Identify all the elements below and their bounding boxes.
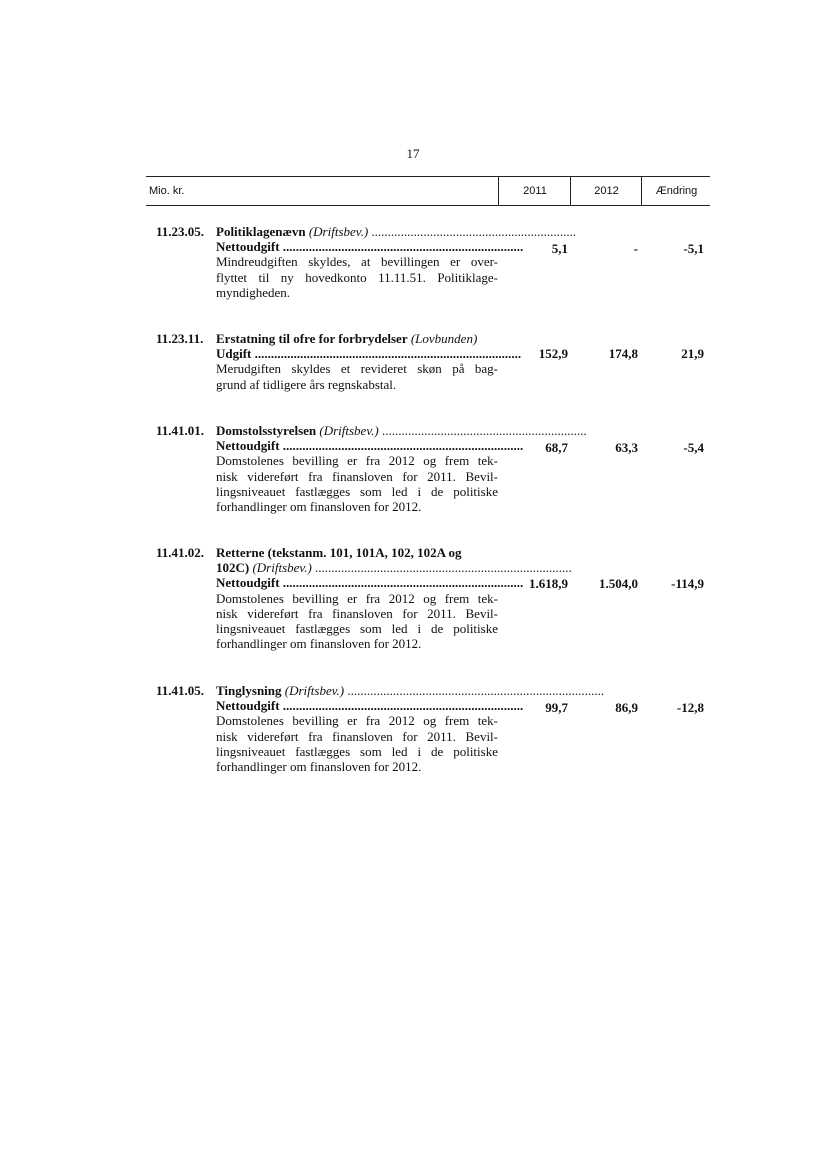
description-line: Domstolenes bevilling er fra 2012 og frem tek- [216, 590, 498, 606]
value-label-line: Nettoudgift .......................................................................... [216, 239, 524, 255]
column-header-2011: 2011 [498, 177, 571, 205]
account-title: Domstolsstyrelsen (Driftsbev.) ............................................................... [216, 423, 587, 438]
description-line: lingsniveauet fastlægges som led i de politiske [216, 620, 498, 636]
entry-description [216, 713, 498, 774]
value-2012: 174,8 [608, 346, 638, 362]
description-line: Merudgiften skyldes et revideret skøn på bag- [216, 361, 498, 377]
description-line: nisk videreført fra finansloven for 2011. Bevil- [216, 468, 498, 484]
account-code: 11.41.05. [156, 683, 205, 698]
description-line: nisk videreført fra finansloven for 2011. Bevil- [216, 605, 498, 621]
account-title-italic: (Driftsbev.) [252, 560, 312, 576]
account-title-bold: Erstatning til ofre for forbrydelser [216, 331, 408, 346]
account-title-continued: 102C) (Driftsbev.) ............................................................................... [216, 560, 572, 576]
value-label-line: Nettoudgift .......................................................................... [216, 438, 524, 454]
account-code: 11.41.02. [156, 545, 205, 560]
description-line: lingsniveauet fastlægges som led i de politiske [216, 743, 498, 759]
account-title [216, 545, 498, 560]
account-code: 11.23.05. [156, 224, 205, 239]
account-code: 11.23.11. [156, 331, 204, 346]
account-title-italic: (Driftsbev.) [308, 224, 369, 239]
account-code: 11.41.01. [156, 423, 205, 438]
value-2012: - [633, 241, 638, 256]
value-label: Nettoudgift [216, 438, 280, 454]
entry-description [216, 453, 498, 514]
description-line: grund af tidligere års regnskabstal. [216, 376, 397, 392]
page-number: 17 [406, 146, 420, 161]
description-line: Mindreudgiften skyldes, at bevillingen er over- [216, 254, 498, 270]
description-line: forhandlinger om finansloven for 2012. [216, 636, 422, 652]
value-2011: 152,9 [538, 346, 568, 362]
account-title-bold: Politiklagenævn [216, 224, 306, 239]
value-2011: 99,7 [545, 700, 568, 715]
account-title: Politiklagenævn (Driftsbev.) ............................................................... [216, 224, 577, 239]
table-header [146, 176, 710, 206]
account-title: Tinglysning (Driftsbev.) ............................................................................... [216, 683, 605, 698]
value-2012: 1.504,0 [599, 576, 638, 591]
description-line: nisk videreført fra finansloven for 2011. Bevil- [216, 728, 498, 744]
column-header-2012: 2012 [570, 177, 642, 205]
description-line: forhandlinger om finansloven for 2012. [216, 498, 422, 514]
description-line: flyttet til ny hovedkonto 11.11.51. Politiklage- [216, 269, 498, 285]
account-title-italic: (Driftsbev.) [319, 423, 379, 438]
value-label: Nettoudgift [216, 575, 280, 591]
account-title-bold: Tinglysning [216, 683, 282, 698]
value-label: Nettoudgift [216, 698, 280, 714]
value-label-line: Nettoudgift .......................................................................... [216, 698, 524, 714]
entry-description [216, 591, 498, 652]
account-title-bold: Retterne (tekstanm. 101, 101A, 102, 102A og [216, 545, 462, 560]
account-title-italic: (Lovbunden) [410, 331, 478, 346]
description-line: lingsniveauet fastlægges som led i de politiske [216, 483, 498, 499]
account-title-bold: Domstolsstyrelsen [216, 423, 317, 438]
value-2011: 5,1 [551, 241, 568, 256]
value-label: Udgift [216, 346, 252, 362]
account-title-italic: (Driftsbev.) [284, 683, 345, 698]
description-line: Domstolenes bevilling er fra 2012 og frem tek- [216, 713, 498, 729]
account-title-bold: 102C) [216, 560, 250, 576]
value-2011: 1.618,9 [529, 576, 568, 591]
value-label-line: Udgift .................................................................................. [216, 346, 522, 362]
account-title [216, 331, 498, 346]
entry-description [216, 361, 498, 391]
description-line: forhandlinger om finansloven for 2012. [216, 758, 422, 774]
value-2012: 86,9 [615, 700, 638, 715]
value-label-line: Nettoudgift .......................................................................... [216, 575, 524, 591]
value-change: 21,9 [681, 346, 704, 362]
value-2011: 68,7 [545, 440, 568, 455]
value-change: -114,9 [671, 576, 704, 591]
value-label: Nettoudgift [216, 239, 280, 255]
value-2012: 63,3 [615, 440, 638, 455]
unit-label: Mio. kr. [149, 185, 185, 197]
description-line: myndigheden. [216, 284, 291, 300]
value-change: -12,8 [676, 700, 704, 715]
entry-description [216, 254, 498, 300]
value-change: -5,1 [683, 241, 704, 256]
column-header-change: Ændring [641, 177, 711, 205]
description-line: Domstolenes bevilling er fra 2012 og frem tek- [216, 453, 498, 469]
value-change: -5,4 [683, 440, 704, 455]
